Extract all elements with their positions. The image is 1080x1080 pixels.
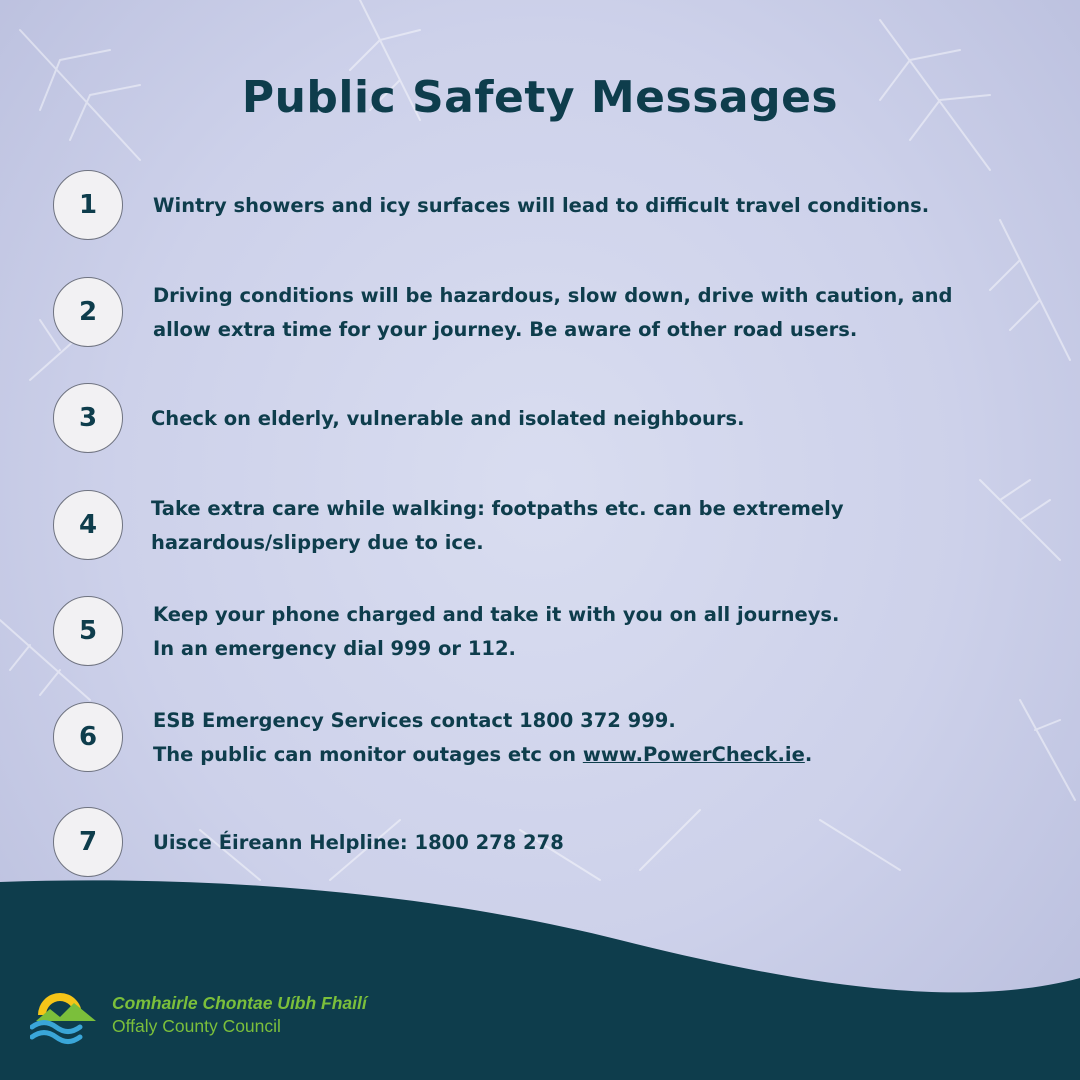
powercheck-link[interactable]: www.PowerCheck.ie [582, 743, 805, 766]
message-line: Check on elderly, vulnerable and isolated neighbours. [151, 407, 745, 430]
message-text [153, 189, 1053, 223]
message-item-4 [53, 490, 1063, 562]
message-item-7 [53, 807, 1063, 879]
message-item-3 [53, 383, 1063, 455]
number-badge: 2 [53, 277, 123, 347]
message-line-suffix: . [804, 743, 813, 766]
message-line: hazardous/slippery due to ice. [151, 531, 484, 554]
message-line-prefix: The public can monitor outages etc on [153, 743, 583, 766]
number-badge: 1 [53, 170, 123, 240]
council-logo-icon [30, 985, 105, 1045]
message-text [153, 598, 1053, 666]
message-line: Keep your phone charged and take it with you on all journeys. [153, 603, 840, 626]
message-line: Wintry showers and icy surfaces will lead to difficult travel conditions. [153, 194, 930, 217]
number-badge: 5 [53, 596, 123, 666]
number-badge: 4 [53, 490, 123, 560]
org-name-english: Offaly County Council [112, 1016, 281, 1036]
message-text [153, 279, 1053, 347]
message-line: ESB Emergency Services contact 1800 372 999. [153, 709, 676, 732]
message-line: Take extra care while walking: footpaths etc. can be extremely [151, 497, 844, 520]
message-line: In an emergency dial 999 or 112. [153, 637, 516, 660]
message-item-1 [53, 170, 1063, 242]
message-line: Uisce Éireann Helpline: 1800 278 278 [153, 831, 564, 854]
number-badge: 3 [53, 383, 123, 453]
org-name-irish: Comhairle Chontae Uíbh Fhailí [112, 993, 367, 1013]
number-badge: 6 [53, 702, 123, 772]
number-badge: 7 [53, 807, 123, 877]
message-text [151, 402, 1051, 436]
message-item-5 [53, 596, 1063, 668]
message-line: Driving conditions will be hazardous, slow down, drive with caution, and [153, 284, 953, 307]
message-text [153, 704, 1053, 772]
message-line [153, 738, 1053, 772]
page-title: Public Safety Messages [241, 72, 839, 123]
message-text [151, 492, 1051, 560]
message-item-2 [53, 277, 1063, 349]
message-item-6 [53, 702, 1063, 774]
message-text [153, 826, 1053, 860]
footer-wave [0, 870, 1080, 1080]
message-line: allow extra time for your journey. Be aware of other road users. [153, 318, 858, 341]
